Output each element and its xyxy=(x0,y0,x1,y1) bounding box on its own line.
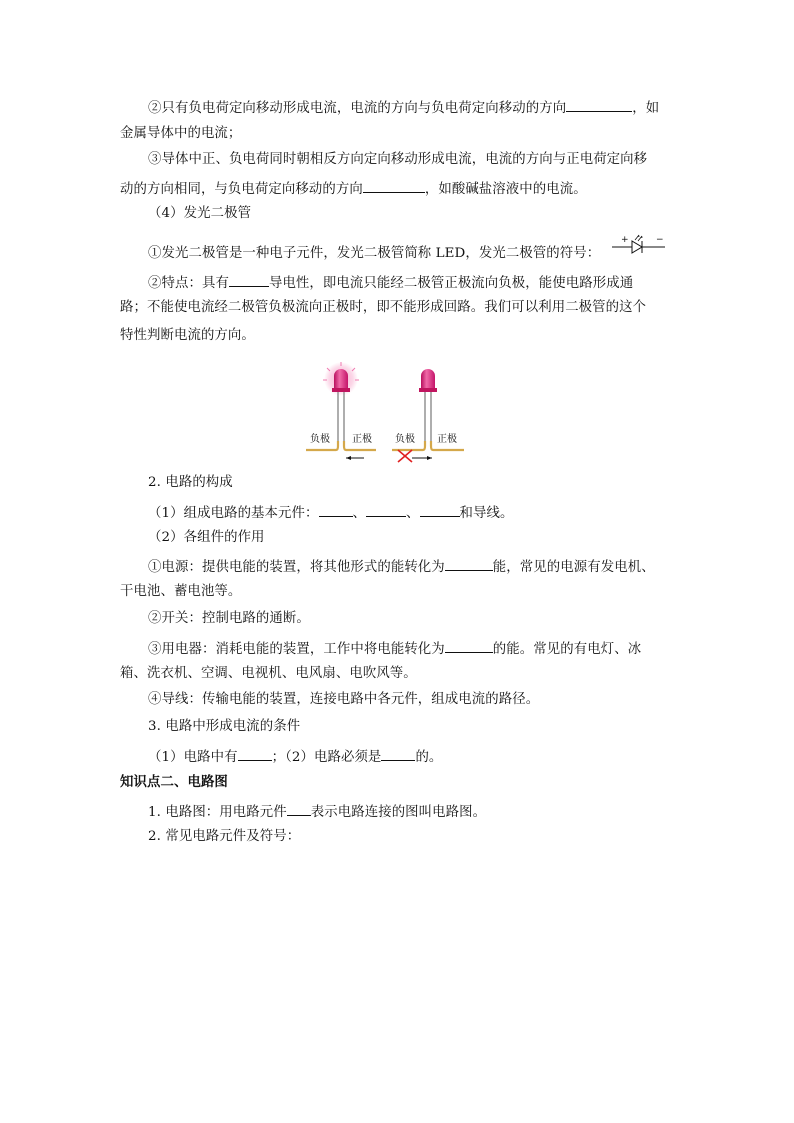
text-line-12: （2）各组件的作用 xyxy=(148,530,265,545)
text-line-23: 2. 常见电路元件及符号： xyxy=(148,829,301,844)
text-line-20: （1）电路中有 ；（2）电路必须是 的。 xyxy=(148,746,442,767)
left-led xyxy=(323,362,359,441)
fill-blank[interactable] xyxy=(238,746,272,761)
led-symbol-icon xyxy=(610,232,670,256)
text-line-18: ④导线：传输电能的装置，连接电路中各元件，组成电流的路径。 xyxy=(148,692,540,707)
right-neg-label: 负极 xyxy=(395,434,415,445)
text-line-16: ③用电器：消耗电能的装置，工作中将电能转化为 的能。常见的有电灯、冰 xyxy=(148,638,641,659)
text-line-8: 路；不能使电流经二极管负极流向正极时，即不能形成回路。我们可以利用二极管的这个 xyxy=(120,300,647,315)
fill-blank[interactable] xyxy=(445,638,493,653)
fill-blank[interactable] xyxy=(287,801,311,816)
fill-blank[interactable] xyxy=(566,97,632,112)
left-pos-label: 正极 xyxy=(352,434,372,445)
led-direction-figure xyxy=(300,362,470,464)
right-pos-label: 正极 xyxy=(437,434,457,445)
fill-blank[interactable] xyxy=(363,178,425,193)
text-line-4: 动的方向相同，与负电荷定向移动的方向 ，如酸碱盐溶液中的电流。 xyxy=(120,178,587,199)
text-line-13: ①电源：提供电能的装置，将其他形式的能转化为 能，常见的电源有发电机、 xyxy=(148,556,655,577)
text-line-17: 箱、洗衣机、空调、电视机、电风扇、电吹风等。 xyxy=(120,666,417,681)
text-line-15: ②开关：控制电路的通断。 xyxy=(148,611,310,626)
text-line-14: 干电池、蓄电池等。 xyxy=(120,584,242,599)
text-line-3: ③导体中正、负电荷同时朝相反方向定向移动形成电流，电流的方向与正电荷定向移 xyxy=(148,152,648,167)
section-heading-led: （4）发光二极管 xyxy=(148,206,252,221)
left-neg-label: 负极 xyxy=(310,434,330,445)
fill-blank[interactable] xyxy=(420,502,460,517)
text-line-6: ①发光二极管是一种电子元件，发光二极管简称 LED，发光二极管的符号： xyxy=(148,246,601,261)
led-body xyxy=(421,369,435,388)
text-line-2: 金属导体中的电流； xyxy=(120,126,242,141)
fill-blank[interactable] xyxy=(229,272,269,287)
fill-blank[interactable] xyxy=(445,556,493,571)
led-body xyxy=(334,369,348,388)
text-line-9: 特性判断电流的方向。 xyxy=(120,328,255,343)
text-line-7: ②特点：具有 导电性，即电流只能经二极管正极流向负极，能使电路形成通 xyxy=(148,272,633,293)
fill-blank[interactable] xyxy=(366,502,406,517)
text-line-1: ②只有负电荷定向移动形成电流，电流的方向与负电荷定向移动的方向 ，如 xyxy=(148,97,659,118)
right-led xyxy=(419,369,437,441)
section-heading-3: 3. 电路中形成电流的条件 xyxy=(148,719,301,734)
section-heading-2: 2. 电路的构成 xyxy=(148,475,233,490)
cross-icon xyxy=(398,450,412,462)
led-symbol-plus: + xyxy=(621,235,629,245)
fill-blank[interactable] xyxy=(319,502,353,517)
text-line-11: （1）组成电路的基本元件： 、 、 和导线。 xyxy=(148,502,513,523)
knowledge-point-2-heading: 知识点二、电路图 xyxy=(120,774,228,790)
led-symbol-minus: − xyxy=(656,235,664,245)
text-line-22: 1. 电路图：用电路元件 表示电路连接的图叫电路图。 xyxy=(148,801,486,822)
fill-blank[interactable] xyxy=(381,746,415,761)
